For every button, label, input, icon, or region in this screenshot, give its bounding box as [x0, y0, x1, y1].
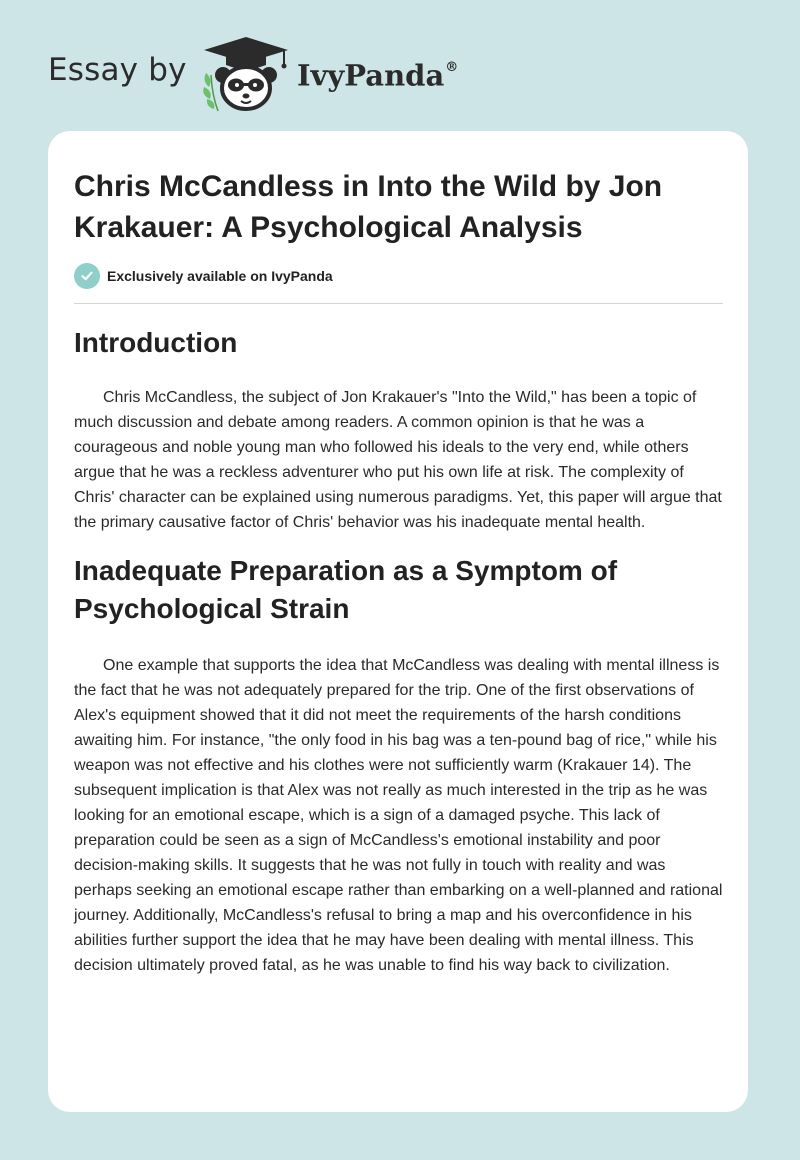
- panda-graduate-icon[interactable]: [200, 35, 292, 113]
- section-heading-introduction: Introduction: [74, 327, 238, 358]
- essay-title: Chris McCandless in Into the Wild by Jon Krakauer: A Psychological Analysis: [74, 170, 663, 244]
- registered-mark: ®: [445, 60, 459, 75]
- essay-card: [48, 131, 748, 1112]
- brand-prefix: Essay by: [48, 52, 187, 88]
- check-circle-icon: [74, 263, 100, 289]
- title-divider: [74, 303, 723, 304]
- exclusive-badge-text: Exclusively available on IvyPanda: [107, 268, 333, 284]
- section-paragraph-inadequate-preparation: One example that supports the idea that McCandless was dealing with mental illness is the fact that he was not adequately prepared for the trip. One of the first observations of Alex's equipment showed that it did not meet the requirements of the harsh conditions awaiting him. For instance, "the only food in his bag was a ten-pound bag of rice," while his weapon was not effective and his clothes were not sufficiently warm (Krakauer 14). The subsequent implication is that Alex was not really as much interested in the trip as he was looking for an emotional escape, which is a sign of a damaged psyche. This lack of preparation could be seen as a sign of McCandless's emotional instability and poor decision-making skills. It suggests that he was not fully in touch with reality and was perhaps seeking an emotional escape rather than embarking on a well-planned and rational journey. Additionally, McCandless's refusal to bring a map and his overconfidence in his abilities further support the idea that he may have been dealing with mental illness. This decision ultimately proved fatal, as he was unable to find his way back to civilization.: [74, 657, 723, 974]
- section-heading-inadequate-preparation: Inadequate Preparation as a Symptom of Psychological Strain: [74, 555, 618, 624]
- site-header: [0, 0, 800, 130]
- section-paragraph-introduction: Chris McCandless, the subject of Jon Krakauer's "Into the Wild," has been a topic of much discussion and debate among readers. A common opinion is that he was a courageous and noble young man who followed his ideals to the very end, while others argue that he was a reckless adventurer who put his own life at risk. The complexity of Chris' character can be explained using numerous paradigms. Yet, this paper will argue that the primary causative factor of Chris' behavior was his inadequate mental health.: [74, 389, 722, 531]
- brand-name[interactable]: [297, 52, 458, 96]
- brand-name-text: IvyPanda: [297, 58, 445, 93]
- exclusive-badge: [74, 263, 333, 289]
